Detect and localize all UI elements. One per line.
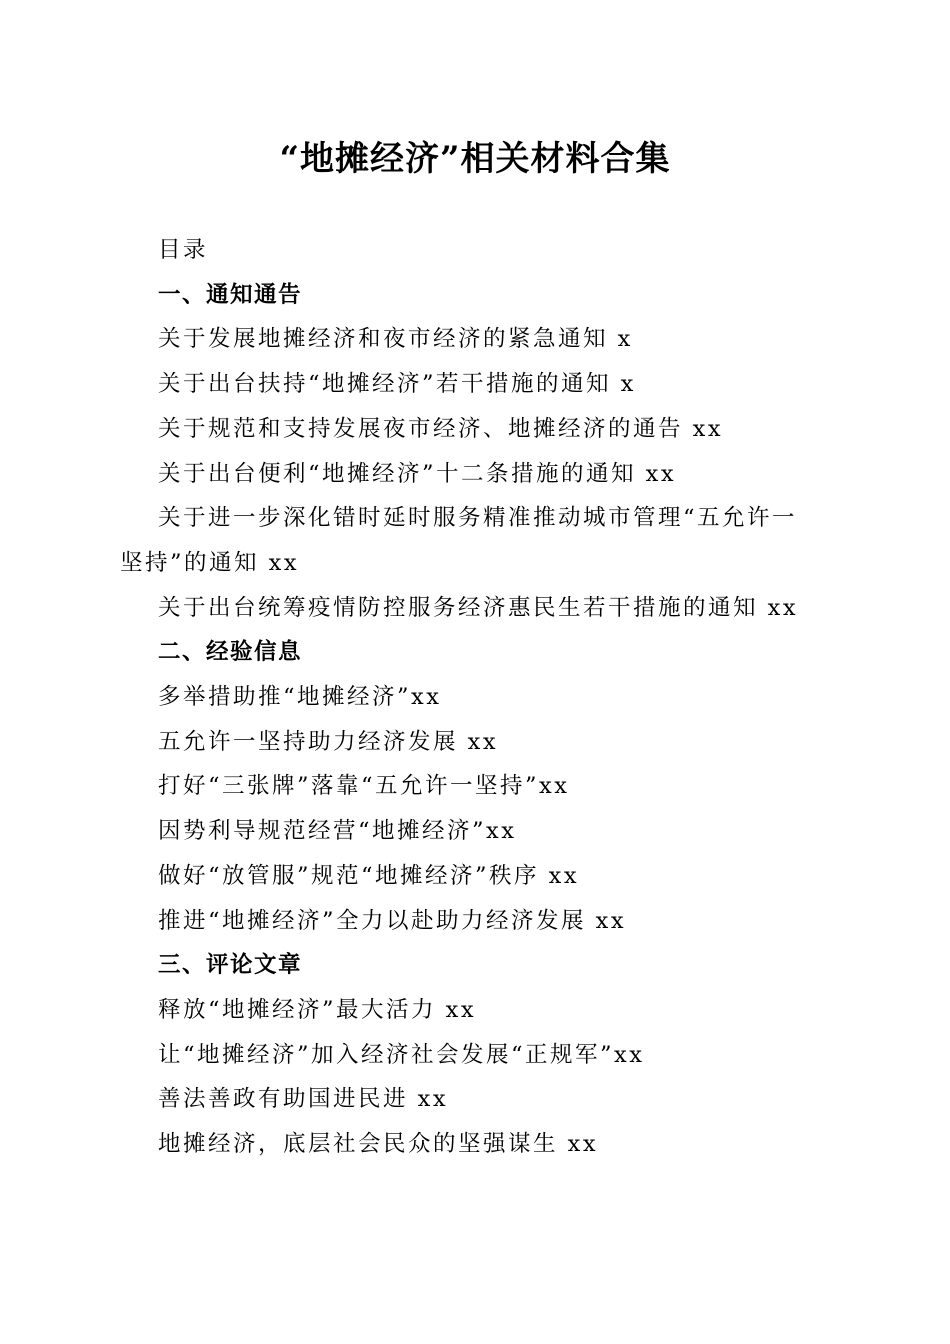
document-title: “地摊经济”相关材料合集 [279,139,671,179]
toc-entry: 五允许一坚持助力经济发展 xx [158,728,499,755]
toc-entry: 释放“地摊经济”最大活力 xx [158,996,477,1023]
toc-entry: 关于规范和支持发展夜市经济、地摊经济的通告 xx [158,415,724,442]
toc-entry: 推进“地摊经济”全力以赴助力经济发展 xx [158,907,627,934]
section-heading-experience: 二、经验信息 [158,639,303,666]
section-heading-notices: 一、通知通告 [158,281,303,308]
toc-entry: 关于出台扶持“地摊经济”若干措施的通知 x [158,371,636,398]
toc-entry: 多举措助推“地摊经济”xx [158,684,442,711]
toc-entry: 因势利导规范经营“地摊经济”xx [158,818,517,845]
table-of-contents [120,228,830,1167]
toc-entry: 做好“放管服”规范“地摊经济”秩序 xx [158,862,580,889]
toc-entry-continuation: 坚持”的通知 xx [120,549,300,576]
toc-entry: 打好“三张牌”落靠“五允许一坚持”xx [158,773,570,800]
toc-entry: 善法善政有助国进民进 xx [158,1086,449,1113]
toc-entry: 让“地摊经济”加入经济社会发展“正规军”xx [158,1041,645,1068]
toc-entry: 关于出台统筹疫情防控服务经济惠民生若干措施的通知 xx [158,594,799,621]
section-heading-commentary: 三、评论文章 [158,952,303,979]
toc-label: 目录 [158,237,209,263]
toc-entry: 地摊经济，底层社会民众的坚强谋生 xx [158,1131,599,1158]
toc-entry: 关于发展地摊经济和夜市经济的紧急通知 x [158,326,633,353]
toc-entry: 关于出台便利“地摊经济”十二条措施的通知 xx [158,460,677,487]
toc-entry: 关于进一步深化错时延时服务精准推动城市管理“五允许一 [158,505,798,532]
